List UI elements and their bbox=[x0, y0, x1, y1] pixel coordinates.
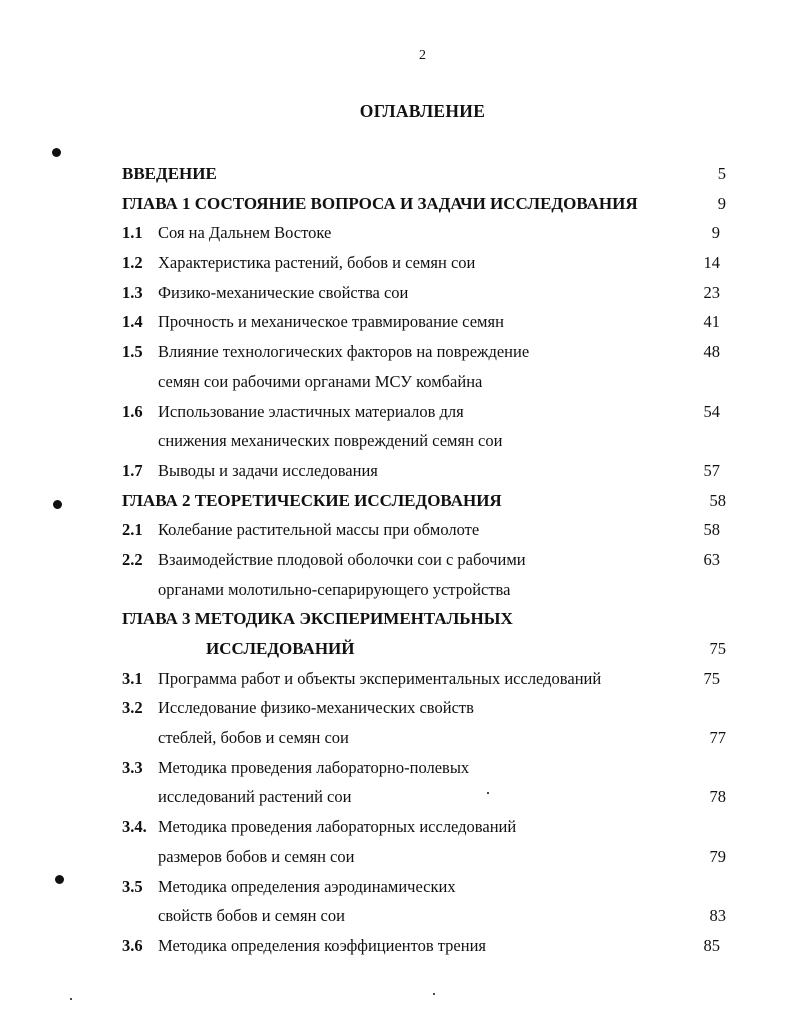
section-title: исследований растений сои bbox=[158, 787, 352, 807]
section-title: Программа работ и объекты экспериментальных исследований bbox=[158, 668, 602, 688]
section-number: 3.2 bbox=[122, 698, 143, 718]
section-title: Использование эластичных материалов для bbox=[158, 401, 464, 421]
page-ref: 57 bbox=[703, 460, 720, 480]
scan-speck bbox=[53, 500, 62, 509]
section-number: 1.1 bbox=[122, 223, 143, 243]
page-ref: 77 bbox=[709, 728, 726, 748]
scan-speck bbox=[70, 998, 72, 1000]
toc-entry bbox=[122, 189, 726, 219]
section-number: 1.4 bbox=[122, 312, 143, 332]
section-number: 3.4. bbox=[122, 817, 147, 837]
table-of-contents bbox=[122, 159, 726, 961]
scan-speck bbox=[55, 875, 64, 884]
page-ref: 9 bbox=[717, 193, 726, 213]
section-title: Соя на Дальнем Востоке bbox=[158, 223, 332, 243]
scan-speck bbox=[433, 993, 435, 995]
section-title: органами молотильно-сепарирующего устройства bbox=[158, 579, 511, 599]
page-ref: 58 bbox=[703, 520, 720, 540]
section-title: Методика определения аэродинамических bbox=[158, 876, 456, 896]
toc-entry bbox=[122, 723, 726, 753]
section-title: ВВЕДЕНИЕ bbox=[122, 164, 217, 183]
toc-entry bbox=[122, 456, 726, 486]
section-number: 1.7 bbox=[122, 460, 143, 480]
page-ref: 58 bbox=[709, 490, 726, 510]
section-number: 1.2 bbox=[122, 253, 143, 273]
toc-entry bbox=[122, 901, 726, 931]
section-title: снижения механических повреждений семян сои bbox=[158, 431, 503, 451]
toc-entry bbox=[122, 872, 726, 902]
page-ref: 85 bbox=[703, 935, 720, 955]
toc-entry bbox=[122, 931, 726, 961]
section-title: Физико-механические свойства сои bbox=[158, 282, 409, 302]
toc-entry bbox=[122, 486, 726, 516]
page-ref: 48 bbox=[703, 342, 720, 362]
section-number: 3.3 bbox=[122, 757, 143, 777]
section-title: Методика проведения лабораторно-полевых bbox=[158, 757, 470, 777]
toc-entry bbox=[122, 753, 726, 783]
page-ref: 75 bbox=[709, 639, 726, 658]
toc-entry bbox=[122, 545, 726, 575]
page-ref: 14 bbox=[703, 253, 720, 273]
section-title: Выводы и задачи исследования bbox=[158, 460, 378, 480]
toc-entry bbox=[122, 664, 726, 694]
section-number: 3.5 bbox=[122, 876, 143, 896]
page-ref: 79 bbox=[709, 846, 726, 866]
toc-entry bbox=[122, 307, 726, 337]
scan-speck bbox=[52, 148, 61, 157]
page-ref: 78 bbox=[709, 787, 726, 807]
toc-entry bbox=[122, 248, 726, 278]
section-title: Влияние технологических факторов на повреждение bbox=[158, 342, 530, 362]
toc-title: ОГЛАВЛЕНИЕ bbox=[359, 101, 486, 121]
page-ref: 83 bbox=[709, 906, 726, 926]
toc-entry bbox=[122, 515, 726, 545]
toc-entry bbox=[122, 604, 726, 634]
section-title: Методика определения коэффициентов трения bbox=[158, 935, 487, 955]
page-ref: 41 bbox=[703, 312, 720, 332]
page-number: 2 bbox=[419, 48, 426, 63]
page-ref: 63 bbox=[703, 549, 720, 569]
toc-entry bbox=[122, 693, 726, 723]
section-title: ГЛАВА 1 СОСТОЯНИЕ ВОПРОСА И ЗАДАЧИ ИССЛЕДОВАНИЯ bbox=[122, 193, 638, 213]
toc-entry bbox=[122, 634, 726, 664]
section-number: 2.1 bbox=[122, 520, 143, 540]
toc-entry bbox=[122, 337, 726, 367]
toc-entry bbox=[122, 812, 726, 842]
section-number: 3.6 bbox=[122, 935, 143, 955]
section-number: 1.5 bbox=[122, 342, 143, 362]
section-number: 1.6 bbox=[122, 401, 143, 421]
section-title: Характеристика растений, бобов и семян сои bbox=[158, 253, 476, 273]
section-title: стеблей, бобов и семян сои bbox=[158, 728, 349, 748]
section-title: Прочность и механическое травмирование семян bbox=[158, 312, 504, 332]
toc-entry bbox=[122, 842, 726, 872]
section-number: 3.1 bbox=[122, 668, 143, 688]
section-title: Колебание растительной массы при обмолоте bbox=[158, 520, 480, 540]
toc-entry bbox=[122, 218, 726, 248]
toc-entry bbox=[122, 782, 726, 812]
section-number: 2.2 bbox=[122, 549, 143, 569]
section-title: Взаимодействие плодовой оболочки сои с рабочими bbox=[158, 549, 526, 569]
section-title: ГЛАВА 3 МЕТОДИКА ЭКСПЕРИМЕНТАЛЬНЫХ bbox=[122, 609, 513, 629]
page-ref: 54 bbox=[703, 401, 720, 421]
scan-speck bbox=[487, 792, 489, 794]
section-title: семян сои рабочими органами МСУ комбайна bbox=[158, 371, 483, 391]
section-number: 1.3 bbox=[122, 282, 143, 302]
section-title: размеров бобов и семян сои bbox=[158, 846, 355, 866]
page-ref: 9 bbox=[711, 223, 720, 243]
page-ref: 5 bbox=[717, 164, 726, 183]
toc-entry bbox=[122, 367, 726, 397]
toc-entry bbox=[122, 278, 726, 308]
toc-entry bbox=[122, 575, 726, 605]
section-title: свойств бобов и семян сои bbox=[158, 906, 345, 926]
toc-entry bbox=[122, 159, 726, 189]
section-title: Исследование физико-механических свойств bbox=[158, 698, 474, 718]
toc-entry bbox=[122, 397, 726, 427]
section-title: ГЛАВА 2 ТЕОРЕТИЧЕСКИЕ ИССЛЕДОВАНИЯ bbox=[122, 490, 502, 510]
toc-entry bbox=[122, 426, 726, 456]
page-ref: 23 bbox=[703, 282, 720, 302]
section-title: ИССЛЕДОВАНИЙ bbox=[206, 639, 355, 658]
page-ref: 75 bbox=[703, 668, 720, 688]
section-title: Методика проведения лабораторных исследований bbox=[158, 817, 517, 837]
